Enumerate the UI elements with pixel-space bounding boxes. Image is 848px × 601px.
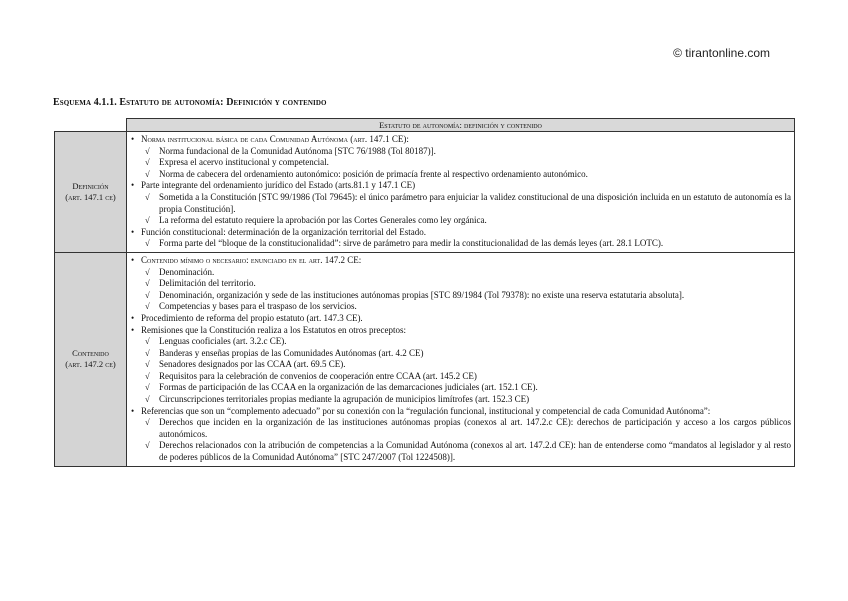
sub-item: √ Formas de participación de las CCAA en la organización de las demarcaciones judiciales (art. 152.1 CE). (131, 382, 791, 394)
bullet-item: • Referencias que son un “complemento adecuado” por su conexión con la “regulación funcional, institucional y competencial de cada Comunidad Autónoma”: (131, 406, 791, 418)
table-row (55, 252, 795, 466)
row-label-article: (art. 147.2 ce) (65, 359, 116, 370)
copyright-watermark: © tirantonline.com (673, 46, 770, 60)
bullet-item: • Procedimiento de reforma del propio estatuto (art. 147.3 CE). (131, 313, 791, 325)
sub-item: √ Requisitos para la celebración de convenios de cooperación entre CCAA (art. 145.2 CE) (131, 371, 791, 383)
bullet-item: • Contenido mínimo o necesario: enunciado en el art. 147.2 CE: (131, 255, 791, 267)
sub-item: √ Norma de cabecera del ordenamiento autonómico: posición de primacía frente al respectivo ordenamiento autonómico. (131, 169, 791, 181)
sub-item: √ Competencias y bases para el traspaso de los servicios. (131, 301, 791, 313)
row-label-title: Contenido (72, 348, 109, 359)
bullet-item: • Función constitucional: determinación de la organización territorial del Estado. (131, 227, 791, 239)
bullet-item: • Remisiones que la Constitución realiza a los Estatutos en otros preceptos: (131, 325, 791, 337)
sub-item: √ Circunscripciones territoriales propias mediante la agrupación de municipios limítrofes (art. 152.3 CE) (131, 394, 791, 406)
scheme-table (54, 118, 795, 467)
sub-item: √ Lenguas cooficiales (art. 3.2.c CE). (131, 336, 791, 348)
row-label-contenido (55, 252, 127, 466)
sub-item: √ Derechos relacionados con la atribución de competencias a la Comunidad Autónoma (conexos al art. 147.2.d CE): han de entenderse como “mandatos al legislador y al resto de poderes públicos de la Comunidad Autónoma” [STC 247/2007 (Tol 1224508)]. (131, 440, 791, 463)
bullet-item: • Norma institucional básica de cada Comunidad Autónoma (art. 147.1 CE): (131, 134, 791, 146)
sub-item: √ Expresa el acervo institucional y competencial. (131, 157, 791, 169)
row-label-title: Definición (72, 180, 109, 191)
scheme-title: Esquema 4.1.1. Estatuto de autonomía: Definición y contenido (53, 97, 327, 108)
row-content-contenido (127, 252, 795, 466)
sub-item: √ Forma parte del “bloque de la constitucionalidad”: sirve de parámetro para medir la constitucionalidad de las demás leyes (art. 28.1 LOTC). (131, 238, 791, 250)
row-label-article: (art. 147.1 ce) (65, 191, 116, 202)
row-content-definicion (127, 132, 795, 253)
table-header: Estatuto de autonomía: definición y contenido (127, 119, 795, 132)
sub-item: √ Denominación, organización y sede de las instituciones autónomas propias [STC 89/1984 (Tol 79378): no existe una reserva estatutaria absoluta]. (131, 290, 791, 302)
bullet-item: • Parte integrante del ordenamiento jurídico del Estado (arts.81.1 y 147.1 CE) (131, 180, 791, 192)
sub-item: √ Delimitación del territorio. (131, 278, 791, 290)
table-row (55, 132, 795, 253)
sub-item: √ Sometida a la Constitución [STC 99/1986 (Tol 79645): el único parámetro para enjuiciar la validez constitucional de una disposición incluida en un estatuto de autonomía es la propia Constitución]. (131, 192, 791, 215)
row-label-definicion (55, 132, 127, 253)
sub-item: √ Senadores designados por las CCAA (art. 69.5 CE). (131, 359, 791, 371)
corner-cell (55, 119, 127, 132)
sub-item: √ Derechos que inciden en la organización de las instituciones autónomas propias (conexos al art. 147.2.c CE): derechos de participación y acceso a los cargos públicos autonómicos. (131, 417, 791, 440)
sub-item: √ Banderas y enseñas propias de las Comunidades Autónomas (art. 4.2 CE) (131, 348, 791, 360)
sub-item: √ Norma fundacional de la Comunidad Autónoma [STC 76/1988 (Tol 80187)]. (131, 146, 791, 158)
sub-item: √ Denominación. (131, 267, 791, 279)
sub-item: √ La reforma del estatuto requiere la aprobación por las Cortes Generales como ley orgánica. (131, 215, 791, 227)
